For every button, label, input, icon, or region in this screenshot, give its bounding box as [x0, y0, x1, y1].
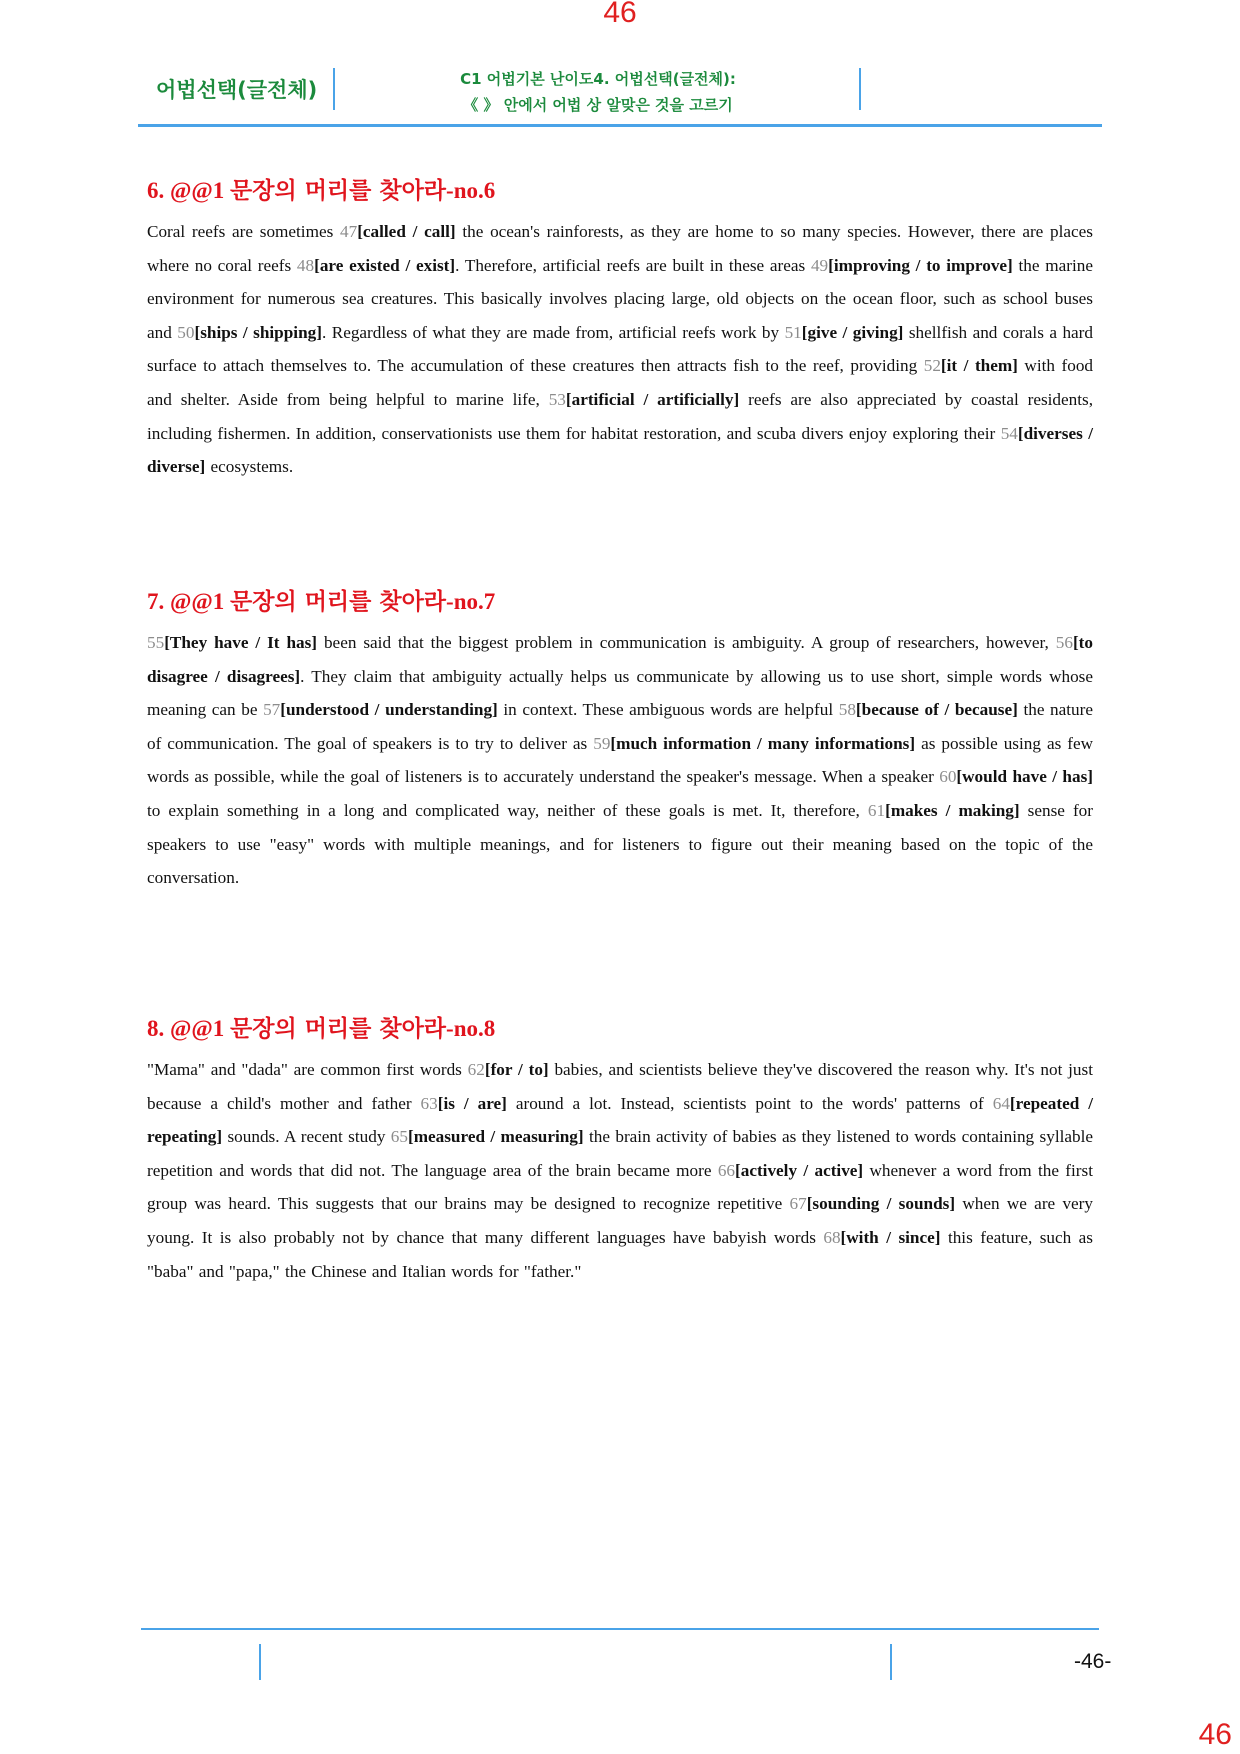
- answer-choice: [called / call]: [357, 222, 456, 241]
- passage-text: [147, 215, 1093, 484]
- answer-choice: [makes / making]: [885, 800, 1020, 820]
- passage-segment: . They claim that ambiguity actually helps us communicate by allowing us to use short, simple words whose meaning can be: [147, 666, 1093, 720]
- section-7: [147, 583, 1093, 895]
- section-8: [147, 1010, 1093, 1288]
- question-number: 47: [340, 222, 358, 241]
- passage-segment: ecosystems.: [205, 457, 294, 477]
- answer-choice: [sounding / sounds]: [806, 1194, 956, 1214]
- question-number: 54: [1000, 423, 1018, 443]
- section-title-suffix: -no.8: [446, 1016, 496, 1041]
- question-number: 64: [992, 1093, 1010, 1113]
- answer-choice: [with / since]: [840, 1227, 941, 1247]
- question-number: 60: [939, 767, 957, 787]
- page-header: [138, 62, 1102, 127]
- question-number: 49: [810, 255, 829, 275]
- answer-choice: [would have / has]: [956, 767, 1093, 787]
- question-number: 67: [789, 1194, 807, 1214]
- answer-choice: [improving / to improve]: [828, 255, 1013, 275]
- section-title-suffix: -no.6: [446, 178, 496, 203]
- passage-segment: the ocean's rainforests, as they are home to so many species. However, there are places where no coral reefs: [147, 222, 1093, 275]
- section-title-number: 7. @@1: [147, 589, 225, 614]
- question-number: 63: [420, 1093, 438, 1113]
- passage-segment: sounds. A recent study: [222, 1127, 391, 1147]
- header-divider-left: [333, 68, 335, 110]
- question-number: 48: [296, 255, 315, 275]
- answer-choice: [artificial / artificially]: [565, 389, 740, 409]
- page-number-bottom: 46: [1198, 1718, 1232, 1751]
- question-number: 56: [1055, 633, 1073, 652]
- question-number: 51: [784, 322, 802, 342]
- footer-page-label: -46-: [1074, 1650, 1112, 1673]
- question-number: 59: [593, 733, 611, 753]
- answer-choice: [to disagree / disagrees]: [147, 633, 1093, 686]
- section-title: [147, 583, 1093, 616]
- passage-text: [147, 1053, 1093, 1288]
- question-number: 55: [147, 633, 165, 652]
- answer-choice: [it / them]: [940, 356, 1018, 376]
- question-number: 61: [867, 800, 886, 820]
- question-number: 50: [177, 322, 195, 342]
- section-title-korean: 문장의 머리를 찾아라: [230, 178, 447, 204]
- answer-choice: [ships / shipping]: [194, 322, 322, 342]
- passage-segment: babies, and scientists believe they've discovered the reason why. It's not just because a child's mother and father: [147, 1060, 1093, 1113]
- question-number: 65: [390, 1127, 408, 1147]
- question-number: 52: [923, 356, 941, 376]
- passage-segment: around a lot. Instead, scientists point to the words' patterns of: [506, 1093, 993, 1113]
- passage-segment: . Therefore, artificial reefs are built in these areas: [455, 255, 811, 275]
- answer-choice: [are existed / exist]: [314, 255, 456, 275]
- passage-segment: with food and shelter. Aside from being helpful to marine life,: [147, 356, 1094, 409]
- passage-text: [147, 626, 1093, 895]
- passage-segment: this feature, such as "baba" and "papa," the Chinese and Italian words for "father.": [147, 1227, 1093, 1281]
- answer-choice: [give / giving]: [801, 322, 904, 342]
- section-title-number: 8. @@1: [147, 1016, 225, 1041]
- header-center-line1: C1 어법기본 난이도4. 어법선택(글전체):: [460, 70, 736, 88]
- section-6: [147, 172, 1093, 484]
- question-number: 57: [263, 700, 281, 720]
- question-number: 66: [717, 1160, 735, 1180]
- footer-rule: [141, 1628, 1099, 1630]
- footer-divider-right: [890, 1644, 892, 1680]
- header-center-title: [338, 66, 858, 118]
- section-title-number: 6. @@1: [147, 178, 225, 203]
- answer-choice: [because of / because]: [855, 700, 1018, 720]
- passage-segment: . Regardless of what they are made from, artificial reefs work by: [321, 322, 785, 342]
- question-number: 58: [838, 700, 856, 720]
- footer-divider-left: [259, 1644, 261, 1680]
- header-center-line2: 《 》 안에서 어법 상 알맞은 것을 고르기: [463, 96, 733, 114]
- header-left-title: 어법선택(글전체): [156, 78, 318, 102]
- header-divider-right: [859, 68, 861, 110]
- passage-segment: "Mama" and "dada" are common first words: [147, 1060, 468, 1079]
- passage-segment: shellfish and corals a hard surface to attach themselves to. The accumulation of these creatures then attracts fish to the reef, providing: [147, 322, 1093, 376]
- passage-segment: Coral reefs are sometimes: [147, 222, 340, 241]
- answer-choice: [measured / measuring]: [407, 1127, 584, 1147]
- passage-segment: whenever a word from the first group was heard. This suggests that our brains may be designed to recognize repetitive: [147, 1160, 1093, 1214]
- answer-choice: [actively / active]: [735, 1160, 864, 1180]
- page-number-top: 46: [603, 0, 637, 29]
- section-title-suffix: -no.7: [446, 589, 496, 614]
- answer-choice: [They have / It has]: [164, 633, 318, 652]
- passage-segment: when we are very young. It is also probably not by chance that many different languages have babyish words: [147, 1194, 1093, 1247]
- answer-choice: [repeated / repeating]: [147, 1093, 1094, 1147]
- section-title-korean: 문장의 머리를 찾아라: [230, 1016, 447, 1042]
- section-title-korean: 문장의 머리를 찾아라: [230, 589, 447, 615]
- passage-segment: been said that the biggest problem in communication is ambiguity. A group of researchers, however,: [317, 633, 1056, 652]
- answer-choice: [for / to]: [484, 1060, 549, 1079]
- passage-segment: to explain something in a long and complicated way, neither of these goals is met. It, therefore,: [147, 800, 868, 820]
- answer-choice: [diverses / diverse]: [147, 423, 1093, 477]
- passage-segment: as possible using as few words as possible, while the goal of listeners is to accurately understand the speaker's message. When a speaker: [147, 733, 1094, 787]
- passage-segment: the brain activity of babies as they listened to words containing syllable repetition and words that did not. The language area of the brain became more: [147, 1127, 1093, 1180]
- answer-choice: [much information / many informations]: [610, 733, 916, 753]
- section-title: [147, 172, 1093, 205]
- passage-segment: the marine environment for numerous sea creatures. This basically involves placing large, old objects on the ocean floor, such as school buses and: [147, 255, 1093, 342]
- section-title: [147, 1010, 1093, 1043]
- passage-segment: reefs are also appreciated by coastal residents, including fishermen. In addition, conservationists use them for habitat restoration, and scuba divers enjoy exploring their: [147, 389, 1094, 443]
- question-number: 53: [548, 389, 566, 409]
- question-number: 62: [467, 1060, 485, 1079]
- question-number: 68: [823, 1227, 841, 1247]
- answer-choice: [understood / understanding]: [280, 700, 498, 720]
- passage-segment: sense for speakers to use "easy" words with multiple meanings, and for listeners to figure out their meaning based on the topic of the conversation.: [147, 800, 1093, 888]
- passage-segment: in context. These ambiguous words are helpful: [497, 700, 839, 720]
- passage-segment: the nature of communication. The goal of speakers is to try to deliver as: [147, 700, 1093, 753]
- answer-choice: [is / are]: [437, 1093, 507, 1113]
